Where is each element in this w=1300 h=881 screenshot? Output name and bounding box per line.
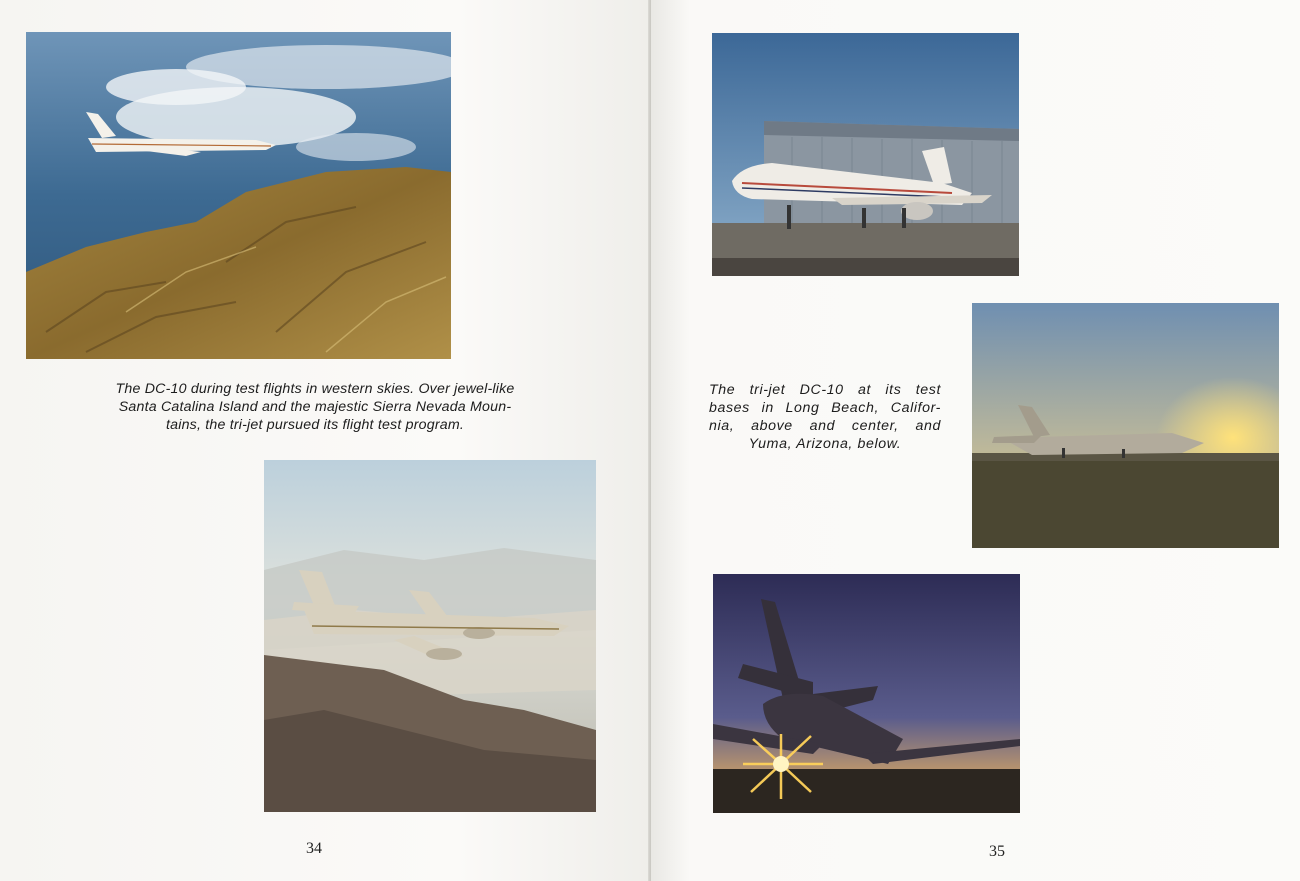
page-number-right: 35: [989, 843, 1005, 860]
caption-line: tains, the tri-jet pursued its flight test program.: [165, 417, 465, 433]
right-page: [651, 0, 1300, 881]
photo-long-beach-hangar: [712, 33, 1019, 276]
photo-tail-sunburst: [713, 574, 1020, 813]
caption-line: Yuma, Arizona, below.: [748, 436, 902, 452]
caption-line: The tri-jet DC-10 at its test: [709, 382, 941, 398]
caption-line: Santa Catalina Island and the majestic Sierra Nevada Moun-: [118, 399, 512, 415]
photo-aerial-catalina: [26, 32, 451, 359]
caption-line: nia, above and center, and: [709, 418, 941, 434]
photo-aerial-sierra: [264, 460, 596, 812]
caption-line: The DC-10 during test flights in western skies. Over jewel-like: [115, 381, 515, 397]
left-caption: [80, 380, 550, 434]
caption-line: bases in Long Beach, Califor-: [709, 400, 941, 416]
page-number-left: 34: [306, 840, 322, 857]
right-caption: [709, 381, 941, 453]
photo-yuma-sunset: [972, 303, 1279, 548]
